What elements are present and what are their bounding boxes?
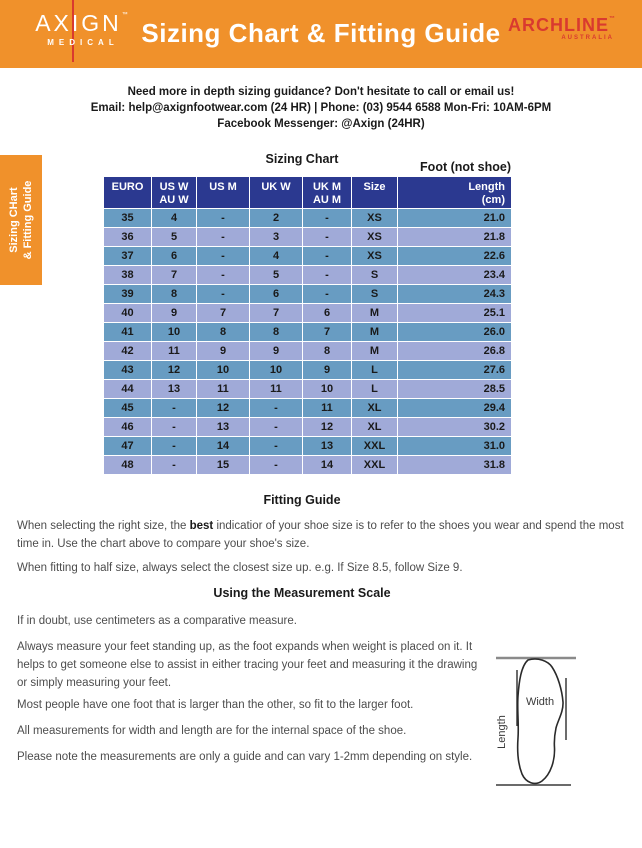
sizing-table-header-row: [104, 177, 512, 209]
foot-measurement-diagram: [488, 648, 640, 813]
foot-outline: [518, 659, 563, 783]
table-cell: 4: [250, 247, 303, 266]
table-cell: 27.6: [398, 361, 512, 380]
table-cell: XS: [352, 247, 398, 266]
table-cell: 26.8: [398, 342, 512, 361]
table-cell: 46: [104, 418, 152, 437]
table-cell: 7: [303, 323, 352, 342]
table-cell: -: [250, 418, 303, 437]
table-cell: -: [152, 456, 197, 475]
column-header: Length (cm): [398, 177, 512, 209]
table-cell: 7: [250, 304, 303, 323]
table-cell: 30.2: [398, 418, 512, 437]
table-row: [104, 342, 512, 361]
table-cell: 10: [250, 361, 303, 380]
table-cell: 6: [152, 247, 197, 266]
table-cell: -: [197, 247, 250, 266]
table-row: [104, 247, 512, 266]
table-cell: 7: [197, 304, 250, 323]
table-row: [104, 228, 512, 247]
table-cell: -: [303, 266, 352, 285]
table-cell: 25.1: [398, 304, 512, 323]
table-cell: -: [250, 437, 303, 456]
table-cell: 12: [303, 418, 352, 437]
contact-line-3: Facebook Messenger: @Axign (24HR): [217, 118, 425, 130]
table-cell: 9: [303, 361, 352, 380]
table-cell: L: [352, 361, 398, 380]
table-cell: -: [152, 418, 197, 437]
table-row: [104, 399, 512, 418]
header-bar: [0, 0, 642, 68]
table-cell: 10: [303, 380, 352, 399]
table-cell: 10: [197, 361, 250, 380]
table-cell: -: [152, 437, 197, 456]
table-cell: 29.4: [398, 399, 512, 418]
table-cell: 13: [303, 437, 352, 456]
column-header: Size: [352, 177, 398, 209]
table-cell: S: [352, 285, 398, 304]
table-cell: 8: [303, 342, 352, 361]
table-cell: 44: [104, 380, 152, 399]
table-cell: 22.6: [398, 247, 512, 266]
table-cell: M: [352, 342, 398, 361]
table-cell: XL: [352, 418, 398, 437]
table-row: [104, 285, 512, 304]
table-cell: -: [250, 456, 303, 475]
table-cell: 12: [197, 399, 250, 418]
table-cell: 9: [250, 342, 303, 361]
contact-line-2: Email: help@axignfootwear.com (24 HR) | Phone: (03) 9544 6588 Mon-Fri: 10AM-6PM: [90, 102, 552, 114]
table-cell: -: [250, 399, 303, 418]
fitting-guide-heading: Fitting Guide: [263, 493, 341, 507]
measurement-scale-heading: Using the Measurement Scale: [213, 586, 391, 600]
table-cell: 28.5: [398, 380, 512, 399]
table-cell: -: [303, 209, 352, 228]
table-cell: 8: [152, 285, 197, 304]
table-cell: 8: [197, 323, 250, 342]
table-cell: 21.0: [398, 209, 512, 228]
table-cell: 13: [197, 418, 250, 437]
table-cell: L: [352, 380, 398, 399]
table-cell: 38: [104, 266, 152, 285]
table-cell: 48: [104, 456, 152, 475]
sizing-table-body: [104, 209, 512, 475]
table-cell: 10: [152, 323, 197, 342]
fitting-guide-paragraph-1: When selecting the right size, the best indicatior of your shoe size is to refer to the shoes you wear and spend the most time in. Use the chart above to compare your shoe's size.: [17, 520, 624, 550]
table-row: [104, 380, 512, 399]
table-cell: S: [352, 266, 398, 285]
table-cell: 8: [250, 323, 303, 342]
table-cell: 9: [152, 304, 197, 323]
column-header: US W AU W: [152, 177, 197, 209]
axign-logo-sub: MEDICAL: [47, 38, 119, 47]
table-cell: 42: [104, 342, 152, 361]
table-row: [104, 209, 512, 228]
column-header: UK W: [250, 177, 303, 209]
table-cell: XS: [352, 228, 398, 247]
table-cell: XXL: [352, 456, 398, 475]
archline-logo: [502, 16, 622, 41]
table-cell: XS: [352, 209, 398, 228]
table-cell: 39: [104, 285, 152, 304]
table-cell: 11: [250, 380, 303, 399]
table-cell: 6: [250, 285, 303, 304]
measurement-paragraph-5: Please note the measurements are only a guide and can vary 1-2mm depending on style.: [17, 751, 473, 763]
table-cell: 9: [197, 342, 250, 361]
archline-logo-sub: AUSTRALIA: [561, 35, 614, 41]
table-cell: -: [197, 266, 250, 285]
table-cell: 14: [303, 456, 352, 475]
contact-block: [0, 84, 642, 132]
foot-not-shoe-note: Foot (not shoe): [420, 160, 511, 174]
table-cell: 40: [104, 304, 152, 323]
table-cell: 43: [104, 361, 152, 380]
column-header: US M: [197, 177, 250, 209]
archline-logo-name: ARCHLINE™: [508, 15, 616, 35]
table-cell: 21.8: [398, 228, 512, 247]
side-tab-label: Sizing CHart & Fitting Guide: [8, 180, 34, 260]
table-cell: 13: [152, 380, 197, 399]
table-cell: -: [303, 247, 352, 266]
table-cell: 36: [104, 228, 152, 247]
side-tab: [0, 155, 42, 285]
table-row: [104, 304, 512, 323]
best-emphasis: best: [189, 520, 214, 532]
table-cell: -: [303, 285, 352, 304]
column-header: UK M AU M: [303, 177, 352, 209]
table-cell: 3: [250, 228, 303, 247]
table-cell: 31.8: [398, 456, 512, 475]
table-cell: 37: [104, 247, 152, 266]
table-cell: -: [197, 285, 250, 304]
table-cell: XL: [352, 399, 398, 418]
table-cell: 4: [152, 209, 197, 228]
table-cell: 7: [152, 266, 197, 285]
sizing-chart-title: Sizing Chart: [265, 152, 339, 166]
column-header: EURO: [104, 177, 152, 209]
table-cell: 35: [104, 209, 152, 228]
table-row: [104, 266, 512, 285]
table-row: [104, 437, 512, 456]
width-label: Width: [525, 696, 555, 708]
page-title: Sizing Chart & Fitting Guide: [141, 18, 501, 48]
contact-line-1: Need more in depth sizing guidance? Don't hesitate to call or email us!: [127, 86, 515, 98]
table-cell: 5: [250, 266, 303, 285]
table-cell: 41: [104, 323, 152, 342]
table-cell: 11: [152, 342, 197, 361]
measurement-paragraph-1: If in doubt, use centimeters as a comparative measure.: [17, 615, 297, 627]
table-cell: -: [303, 228, 352, 247]
table-cell: 31.0: [398, 437, 512, 456]
table-row: [104, 361, 512, 380]
length-label: Length: [496, 715, 508, 749]
table-cell: 24.3: [398, 285, 512, 304]
table-cell: 47: [104, 437, 152, 456]
table-cell: 45: [104, 399, 152, 418]
table-cell: M: [352, 304, 398, 323]
trademark-icon: ™: [121, 12, 131, 18]
table-cell: 11: [197, 380, 250, 399]
table-cell: 6: [303, 304, 352, 323]
measurement-paragraph-2: Always measure your feet standing up, as the foot expands when weight is placed on it. It helps to get someone else to assist in either tracing your feet and measuring it the drawing or simply measuring your feet.: [17, 641, 478, 689]
table-cell: 15: [197, 456, 250, 475]
measurement-paragraph-4: All measurements for width and length are for the internal space of the shoe.: [17, 725, 407, 737]
table-row: [104, 456, 512, 475]
table-cell: 5: [152, 228, 197, 247]
table-cell: -: [197, 228, 250, 247]
table-cell: 2: [250, 209, 303, 228]
trademark-icon: ™: [609, 16, 616, 22]
axign-logo-name: AXIGN™: [35, 10, 131, 36]
table-cell: XXL: [352, 437, 398, 456]
fitting-guide-paragraph-2: When fitting to half size, always select the closest size up. e.g. If Size 8.5, follow Size 9.: [17, 562, 463, 574]
table-cell: 14: [197, 437, 250, 456]
sizing-table: [103, 176, 512, 475]
table-cell: -: [197, 209, 250, 228]
table-cell: 26.0: [398, 323, 512, 342]
table-cell: 11: [303, 399, 352, 418]
table-cell: M: [352, 323, 398, 342]
table-row: [104, 418, 512, 437]
table-cell: 23.4: [398, 266, 512, 285]
table-cell: 12: [152, 361, 197, 380]
table-row: [104, 323, 512, 342]
measurement-paragraph-3: Most people have one foot that is larger than the other, so fit to the larger foot.: [17, 699, 414, 711]
table-cell: -: [152, 399, 197, 418]
